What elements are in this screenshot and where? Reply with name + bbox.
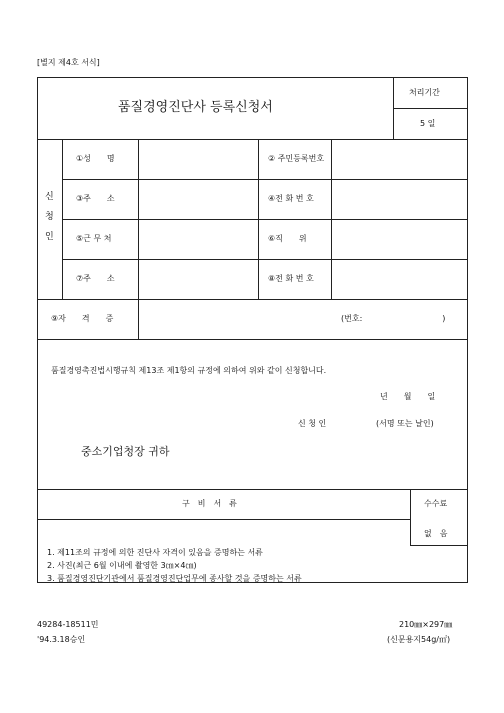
document-item: 1. 제11조의 규정에 의한 진단사 자격이 있음을 증명하는 서류: [47, 548, 263, 557]
addressee: 중소기업청장 귀하: [81, 445, 170, 458]
address2-label: ⑦주 소: [76, 274, 115, 283]
phone-label: ④전 화 번 호: [268, 194, 314, 203]
form-title: 품질경영진단사 등록신청서: [118, 100, 273, 115]
date-line: 년 월 일: [380, 392, 436, 401]
divider: [62, 259, 468, 260]
position-label: ⑥직 위: [268, 234, 307, 243]
sign-note: (서명 또는 날인): [376, 419, 434, 428]
address-label: ③주 소: [76, 194, 115, 203]
phone2-label: ⑧전 화 번 호: [268, 274, 314, 283]
documents-header: 구 비 서 류: [182, 499, 237, 508]
license-number: (번호: ): [341, 314, 446, 323]
divider: [37, 139, 468, 140]
divider: [37, 299, 468, 300]
statement: 품질경영촉진법시행규칙 제13조 제1항의 규정에 의하여 위와 같이 신청합니다.: [51, 366, 327, 375]
approval-date: '94.3.18승인: [37, 635, 86, 644]
name-label: ①성 명: [76, 154, 115, 163]
fee-label: 수수료: [424, 499, 448, 508]
paper-type: (신문용지54g/㎡): [387, 635, 451, 644]
license-label: ⑨자 격 증: [51, 314, 114, 323]
form-number: [별지 제4호 서식]: [37, 58, 100, 67]
form-code: 49284-18511민: [37, 620, 99, 629]
divider: [393, 108, 468, 109]
paper-size: 210㎜×297㎜: [399, 620, 453, 629]
form-frame: [37, 77, 468, 583]
processing-period-label: 처리기간: [409, 88, 440, 97]
fee-value: 없 음: [424, 529, 448, 538]
applicant-sign-label: 신 청 인: [298, 419, 327, 428]
processing-period-value: 5 일: [420, 119, 436, 128]
divider: [410, 545, 468, 546]
applicant-label-char: 인: [45, 232, 54, 242]
document-item: 2. 사진(최근 6월 이내에 촬영한 3㎝×4㎝): [47, 561, 197, 570]
divider: [37, 519, 410, 520]
workplace-label: ⑤근 무 처: [76, 234, 112, 243]
divider: [62, 219, 468, 220]
divider: [138, 139, 139, 339]
resident-number-label: ② 주민등록번호: [268, 154, 325, 163]
document-item: 3. 품질경영진단기관에서 품질경영진단업무에 종사할 것을 증명하는 서류: [47, 574, 302, 583]
divider: [37, 339, 468, 340]
applicant-label-char: 신: [45, 192, 54, 202]
divider: [62, 179, 468, 180]
divider: [410, 489, 411, 545]
divider: [37, 489, 468, 490]
applicant-label-char: 청: [45, 212, 54, 222]
